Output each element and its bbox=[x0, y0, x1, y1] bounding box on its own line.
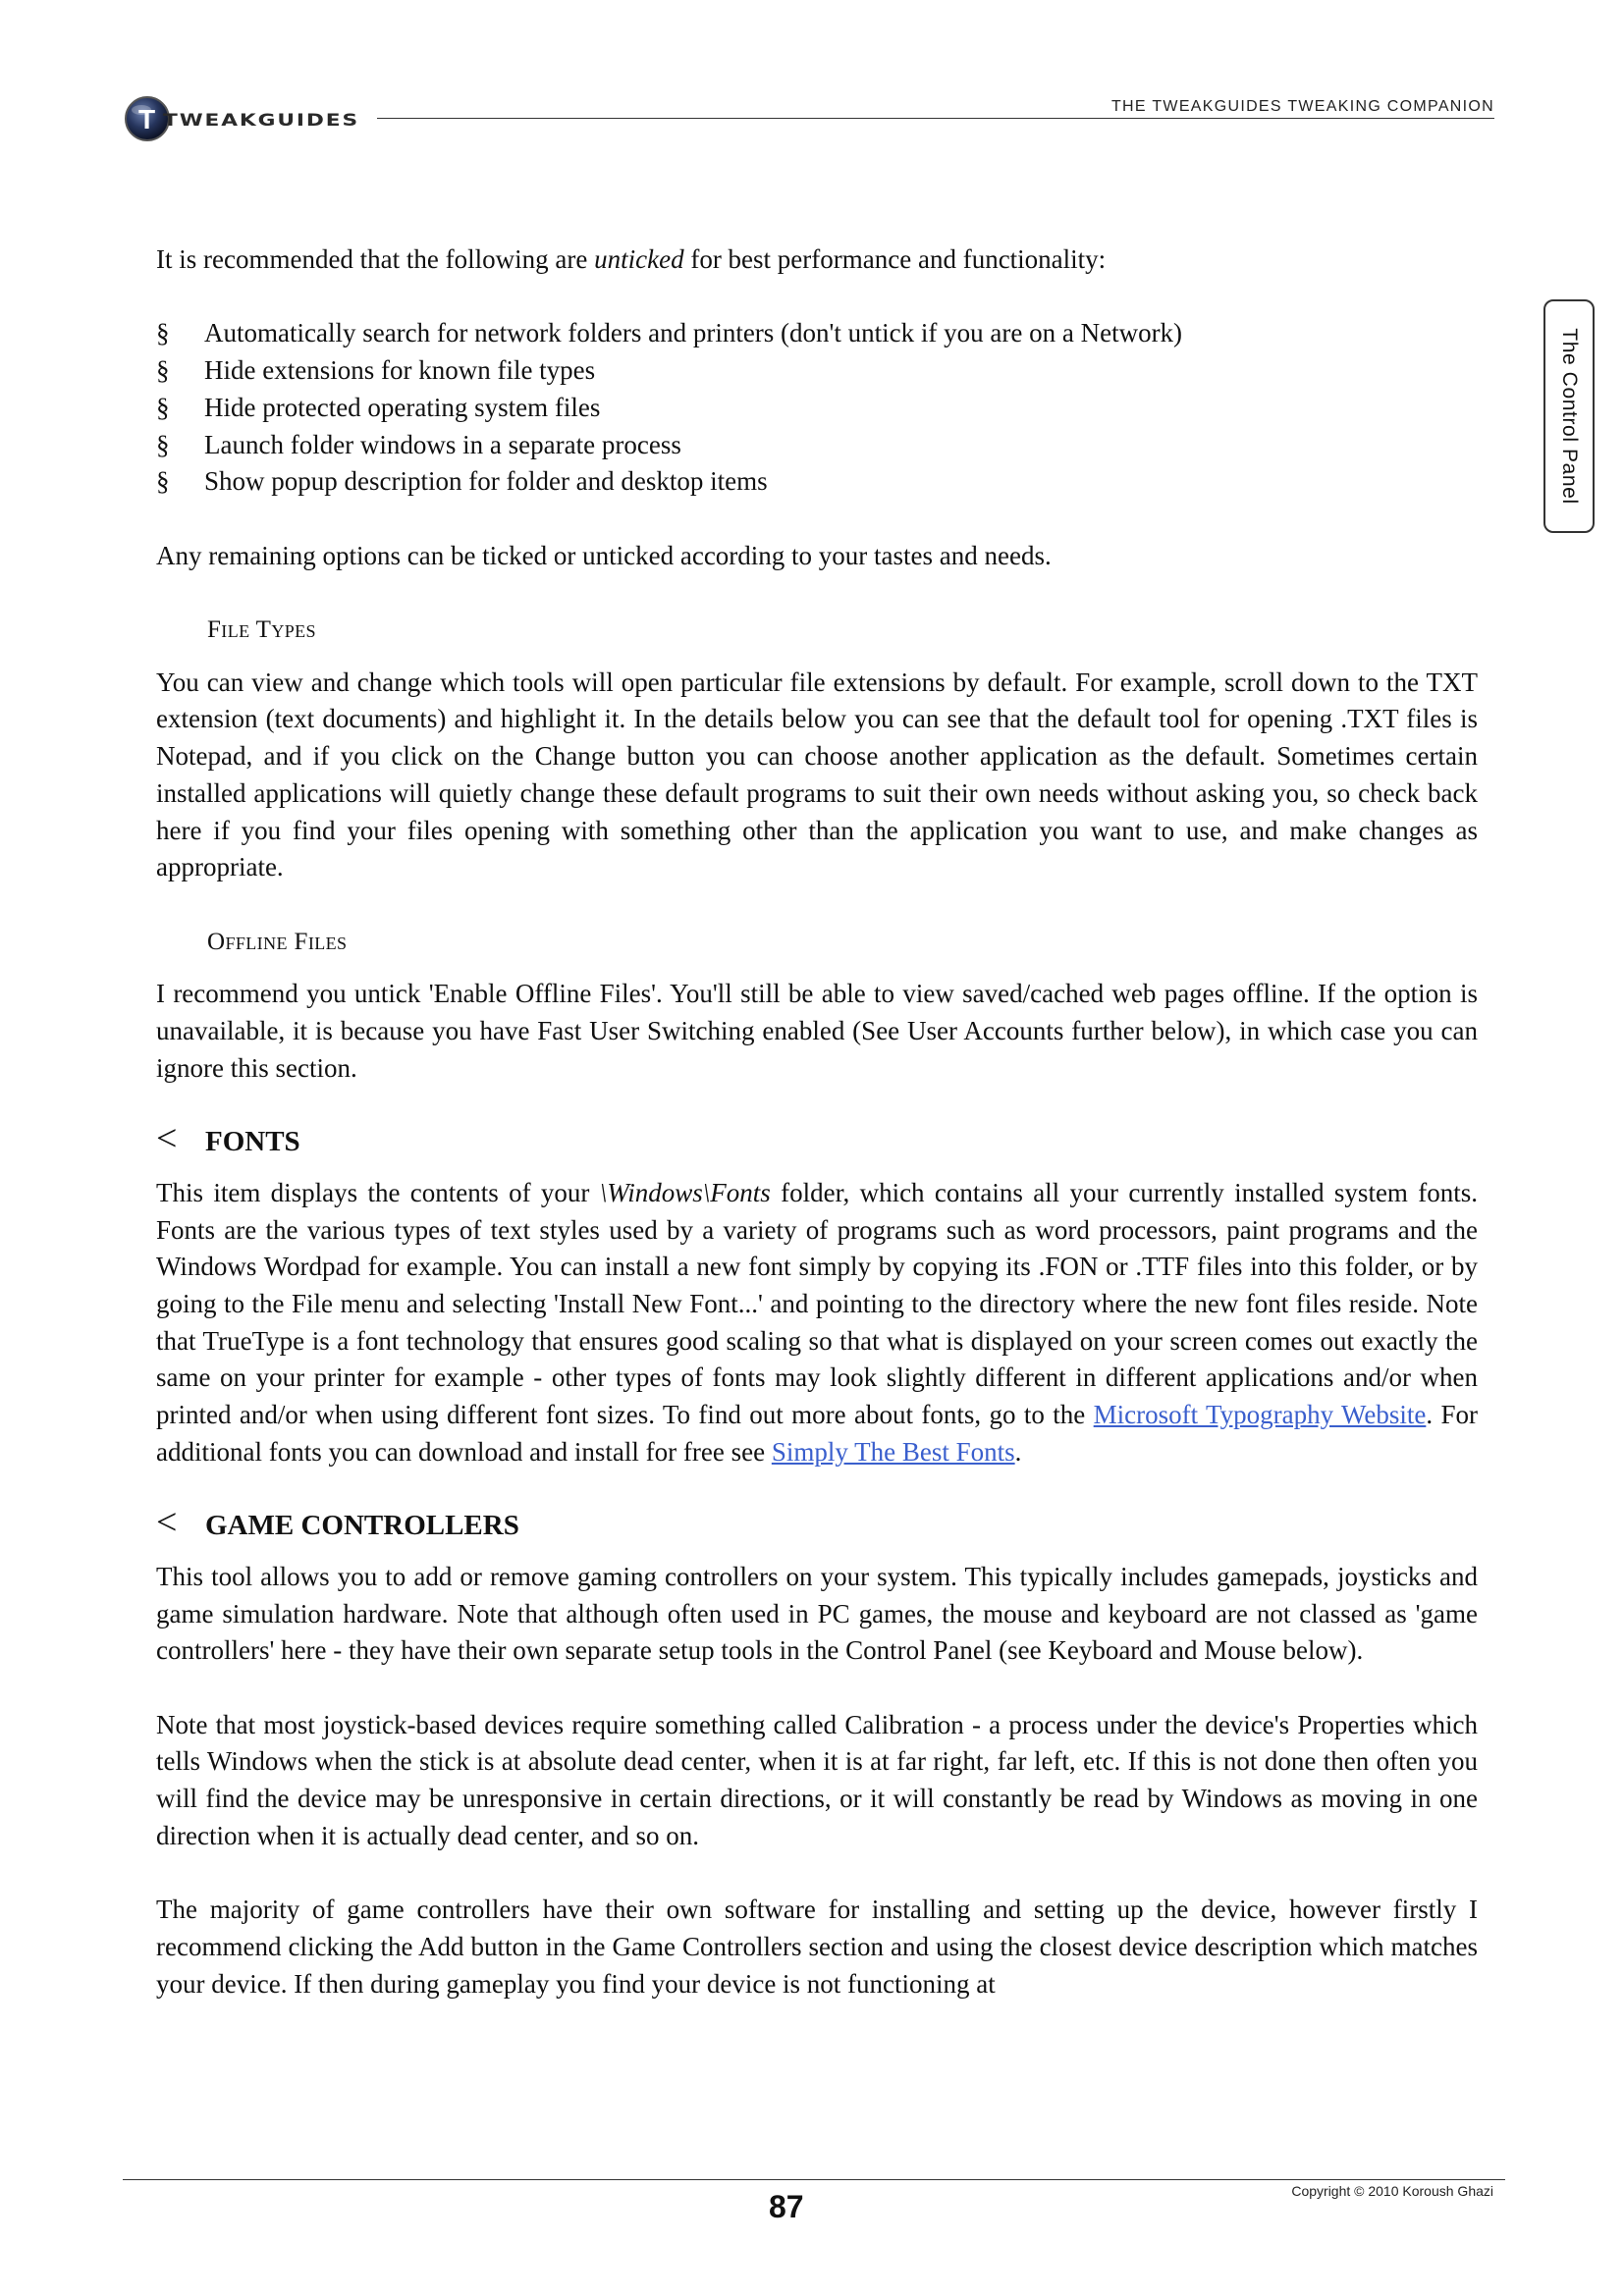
fonts-folder-path: \Windows\Fonts bbox=[599, 1177, 771, 1207]
file-types-heading: File Types bbox=[207, 615, 316, 643]
list-item: § Hide extensions for known file types bbox=[156, 352, 1478, 390]
simply-the-best-fonts-link[interactable]: Simply The Best Fonts bbox=[771, 1436, 1015, 1467]
svg-text:T: T bbox=[138, 104, 156, 134]
microsoft-typography-link[interactable]: Microsoft Typography Website bbox=[1093, 1400, 1427, 1430]
section-arrow-icon: < bbox=[156, 1502, 178, 1544]
section-sign-bullet: § bbox=[156, 355, 170, 386]
section-sign-bullet: § bbox=[156, 466, 170, 497]
remaining-options-paragraph: Any remaining options can be ticked or unticked according to your tastes and needs. bbox=[156, 540, 1052, 570]
copyright-notice: Copyright © 2010 Koroush Ghazi bbox=[1291, 2183, 1493, 2199]
section-sign-bullet: § bbox=[156, 392, 170, 422]
chapter-side-tab bbox=[1543, 299, 1595, 533]
section-sign-bullet: § bbox=[156, 318, 170, 348]
list-item: § Automatically search for network folders and printers (don't untick if you are on a Network) bbox=[156, 315, 1478, 352]
fonts-heading: < FONTS bbox=[156, 1118, 300, 1160]
offline-files-paragraph: I recommend you untick 'Enable Offline Files'. You'll still be able to view saved/cached web pages offline. If the option is unavailable, it is because you have Fast User Switching enabled (See User Accounts further below), in which case you can ignore this section. bbox=[156, 979, 1478, 1083]
header-divider bbox=[377, 118, 1494, 119]
list-item: § Show popup description for folder and desktop items bbox=[156, 463, 1478, 501]
offline-files-heading: Offline Files bbox=[207, 928, 348, 955]
game-controllers-paragraph-3: The majority of game controllers have their own software for installing and setting up the device, however firstly I recommend clicking the Add button in the Game Controllers section and using the closest device description which matches your device. If then during gameplay you find your device is not functioning at bbox=[156, 1895, 1478, 1999]
file-types-paragraph: You can view and change which tools will open particular file extensions by default. For example, scroll down to the TXT extension (text documents) and highlight it. In the details below you can see that the default tool for opening .TXT files is Notepad, and if you click on the Change button you can choose another application as the default. Sometimes certain installed applications will quietly change these default programs to suit their own needs without asking you, so check back here if you find your files opening with something other than the application you want to use, and make changes as appropriate. bbox=[156, 667, 1478, 882]
list-item: § Launch folder windows in a separate process bbox=[156, 427, 1478, 464]
page-body bbox=[156, 241, 1478, 2040]
game-controllers-paragraph-2: Note that most joystick-based devices require something called Calibration - a process under the device's Properties which tells Windows when the stick is at absolute dead center, when it is at far right, far left, etc. If this is not done then often you will find the device may be unresponsive in certain directions, or it will constantly be read by Windows as moving in one direction when it is actually dead center, and so on. bbox=[156, 1709, 1478, 1850]
chapter-side-tab-label: The Control Panel bbox=[1558, 328, 1581, 505]
section-sign-bullet: § bbox=[156, 429, 170, 459]
list-item: § Hide protected operating system files bbox=[156, 390, 1478, 427]
tweakguides-logo bbox=[124, 94, 379, 145]
section-arrow-icon: < bbox=[156, 1118, 178, 1160]
footer-divider bbox=[123, 2179, 1505, 2180]
fonts-paragraph: This item displays the contents of your \Windows\Fonts folder, which contains all your currently installed system fonts. Fonts are the various types of text styles used by a variety of programs such as word processors, paint programs and the Windows Wordpad for example. You can install a new font simply by copying its .FON or .TTF files into this folder, or by going to the File menu and selecting 'Install New Font...' and pointing to the directory where the new font files reside. Note that TrueType is a font technology that ensures good scaling so that what is displayed on your screen comes out exactly the same on your printer for example - other types of fonts may look slightly different in different applications and/or when printed and/or when using different font sizes. To find out more about fonts, go to the Microsoft Typography Website. For additional fonts you can download and install for free see Simply The Best Fonts. bbox=[156, 1177, 1479, 1467]
header-title: THE TWEAKGUIDES TWEAKING COMPANION bbox=[1110, 98, 1494, 115]
logo-text: TWEAKGUIDES bbox=[163, 111, 359, 131]
emphasis-unticked: unticked bbox=[594, 244, 684, 274]
game-controllers-paragraph-1: This tool allows you to add or remove gaming controllers on your system. This typically includes gamepads, joysticks and game simulation hardware. Note that although often used in PC games, the mouse and keyboard are not classed as 'game controllers' here - they have their own separate setup tools in the Control Panel (see Keyboard and Mouse below). bbox=[156, 1561, 1478, 1666]
intro-paragraph: It is recommended that the following are unticked for best performance and functionality: bbox=[156, 244, 1107, 274]
unticked-options-list bbox=[156, 315, 1478, 501]
game-controllers-heading: < GAME CONTROLLERS bbox=[156, 1502, 519, 1544]
page-number: 87 bbox=[769, 2189, 804, 2224]
